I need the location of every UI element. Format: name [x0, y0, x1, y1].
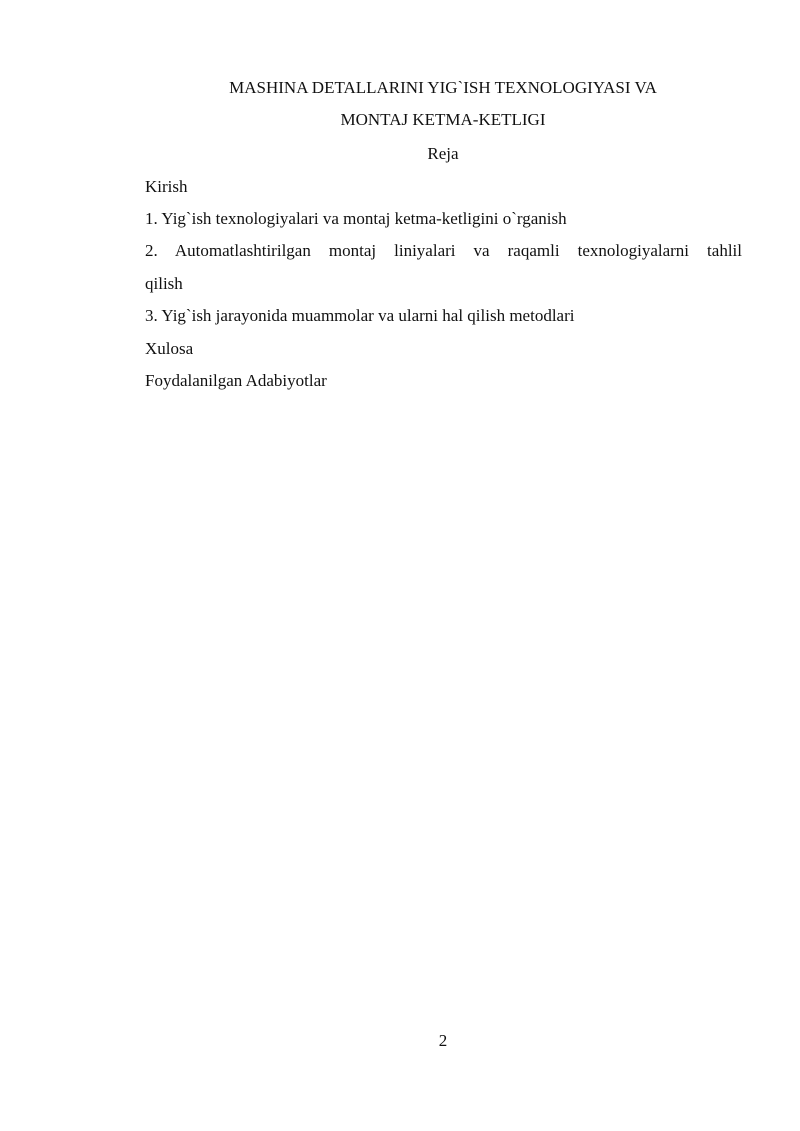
- toc-item-2-line-1: 2. Automatlashtirilgan montaj liniyalari va raqamli texnologiyalarni tahlil: [145, 241, 742, 260]
- plan-heading: Reja: [427, 144, 459, 163]
- document-title-line-2: MONTAJ KETMA-KETLIGI: [340, 110, 546, 129]
- toc-item-3: 3. Yig`ish jarayonida muammolar va ularni hal qilish metodlari: [145, 306, 575, 325]
- page-number: 2: [438, 1031, 448, 1050]
- toc-conclusion: Xulosa: [145, 339, 194, 358]
- toc-item-2-line-2: qilish: [145, 274, 183, 293]
- toc-references: Foydalanilgan Adabiyotlar: [145, 371, 327, 390]
- toc-intro: Kirish: [145, 177, 188, 196]
- toc-item-1: 1. Yig`ish texnologiyalari va montaj ketma-ketligini o`rganish: [145, 209, 567, 228]
- document-title-line-1: MASHINA DETALLARINI YIG`ISH TEXNOLOGIYASI VA: [229, 78, 657, 97]
